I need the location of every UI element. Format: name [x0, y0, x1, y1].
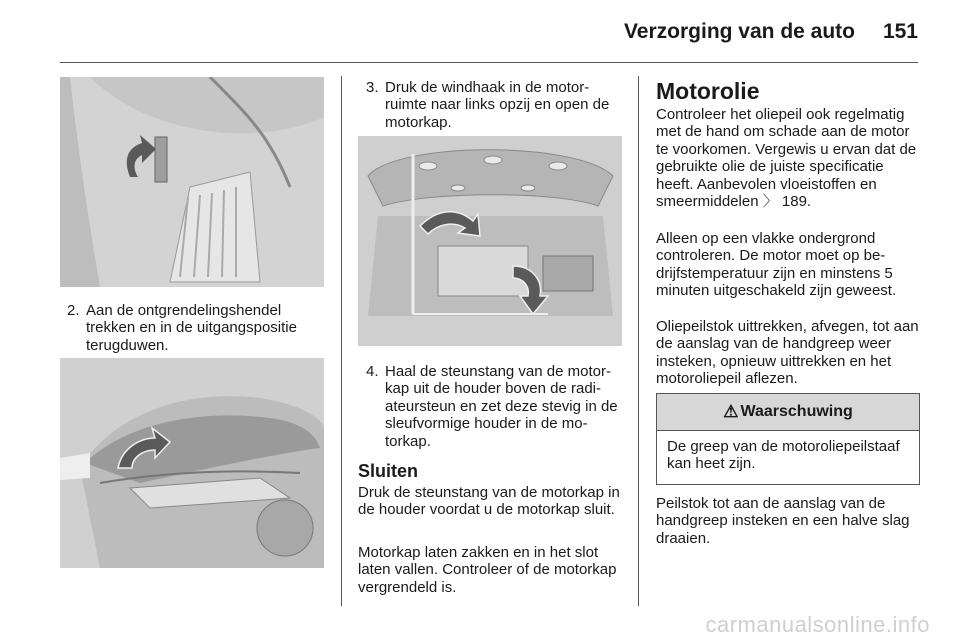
hood-opening-illustration [60, 358, 324, 568]
column-divider-1 [341, 76, 342, 606]
step-4 [366, 363, 624, 450]
step-3-text: Druk de windhaak in de motorruimte naar links opzij en open de motorkap. [385, 79, 610, 131]
warning-triangle-icon: ⚠ [723, 402, 739, 421]
step-3 [366, 79, 624, 131]
sluiten-paragraph-2: Motorkap laten zakken en in het slot laten vallen. Controleer of de motorkap vergrendeld is. [358, 544, 617, 596]
warning-title: Waarschuwing [740, 403, 853, 420]
step-2-number: 2. [67, 302, 80, 319]
step-4-text: Haal de steunstang van de motorkap uit de houder boven de radiateursteun en zet deze stevig in de sleufvormige houder in de motorkap. [385, 363, 618, 450]
release-lever-illustration [60, 77, 324, 287]
page-number: 151 [882, 20, 918, 43]
motorolie-paragraph-3: Oliepeilstok uittrekken, afvegen, tot aan de aanslag van de handgreep weer insteken, opnieuw uittrekken en het motoroliepeil aflezen. [656, 318, 919, 388]
step-4-number: 4. [366, 363, 379, 380]
step-2-text: Aan de ontgrendelingshendel trekken en in de uitgangspositie terugduwen. [86, 302, 297, 354]
warning-text: De greep van de motoroliepeilstaaf kan heet zijn. [667, 438, 900, 473]
paragraph-1-text: Controleer het oliepeil ook regelmatig met de hand om schade aan de motor te voorkomen. Vergewis u ervan dat de gebruikte olie de juiste specificatie heeft. Aanbevolen vloeistoffen en smeermiddelen [656, 106, 917, 211]
sluiten-heading: Sluiten [358, 461, 419, 481]
engine-bay-illustration [358, 136, 622, 346]
running-header-title: Verzorging van de auto [623, 20, 855, 43]
step-3-number: 3. [366, 79, 379, 96]
step-2 [67, 302, 327, 354]
motorolie-paragraph-2: Alleen op een vlakke ondergrond controleren. De motor moet op bedrijfstemperatuur zijn en minstens 5 minuten uitgeschakeld zijn geweest. [656, 230, 897, 300]
motorolie-paragraph-1 [656, 106, 924, 210]
header-divider [60, 62, 918, 63]
warning-header [657, 394, 919, 431]
watermark: carmanualsonline.info [705, 612, 930, 637]
page-reference-number: 189. [777, 193, 812, 211]
motorolie-paragraph-4: Peilstok tot aan de aanslag van de handgreep insteken en een halve slag draaien. [656, 495, 910, 547]
motorolie-heading: Motorolie [656, 78, 760, 104]
warning-box [656, 393, 920, 485]
page-reference-icon: 〉 [762, 193, 778, 211]
column-divider-2 [638, 76, 639, 606]
sluiten-paragraph-1: Druk de steunstang van de motorkap in de houder voordat u de motorkap sluit. [358, 484, 620, 519]
